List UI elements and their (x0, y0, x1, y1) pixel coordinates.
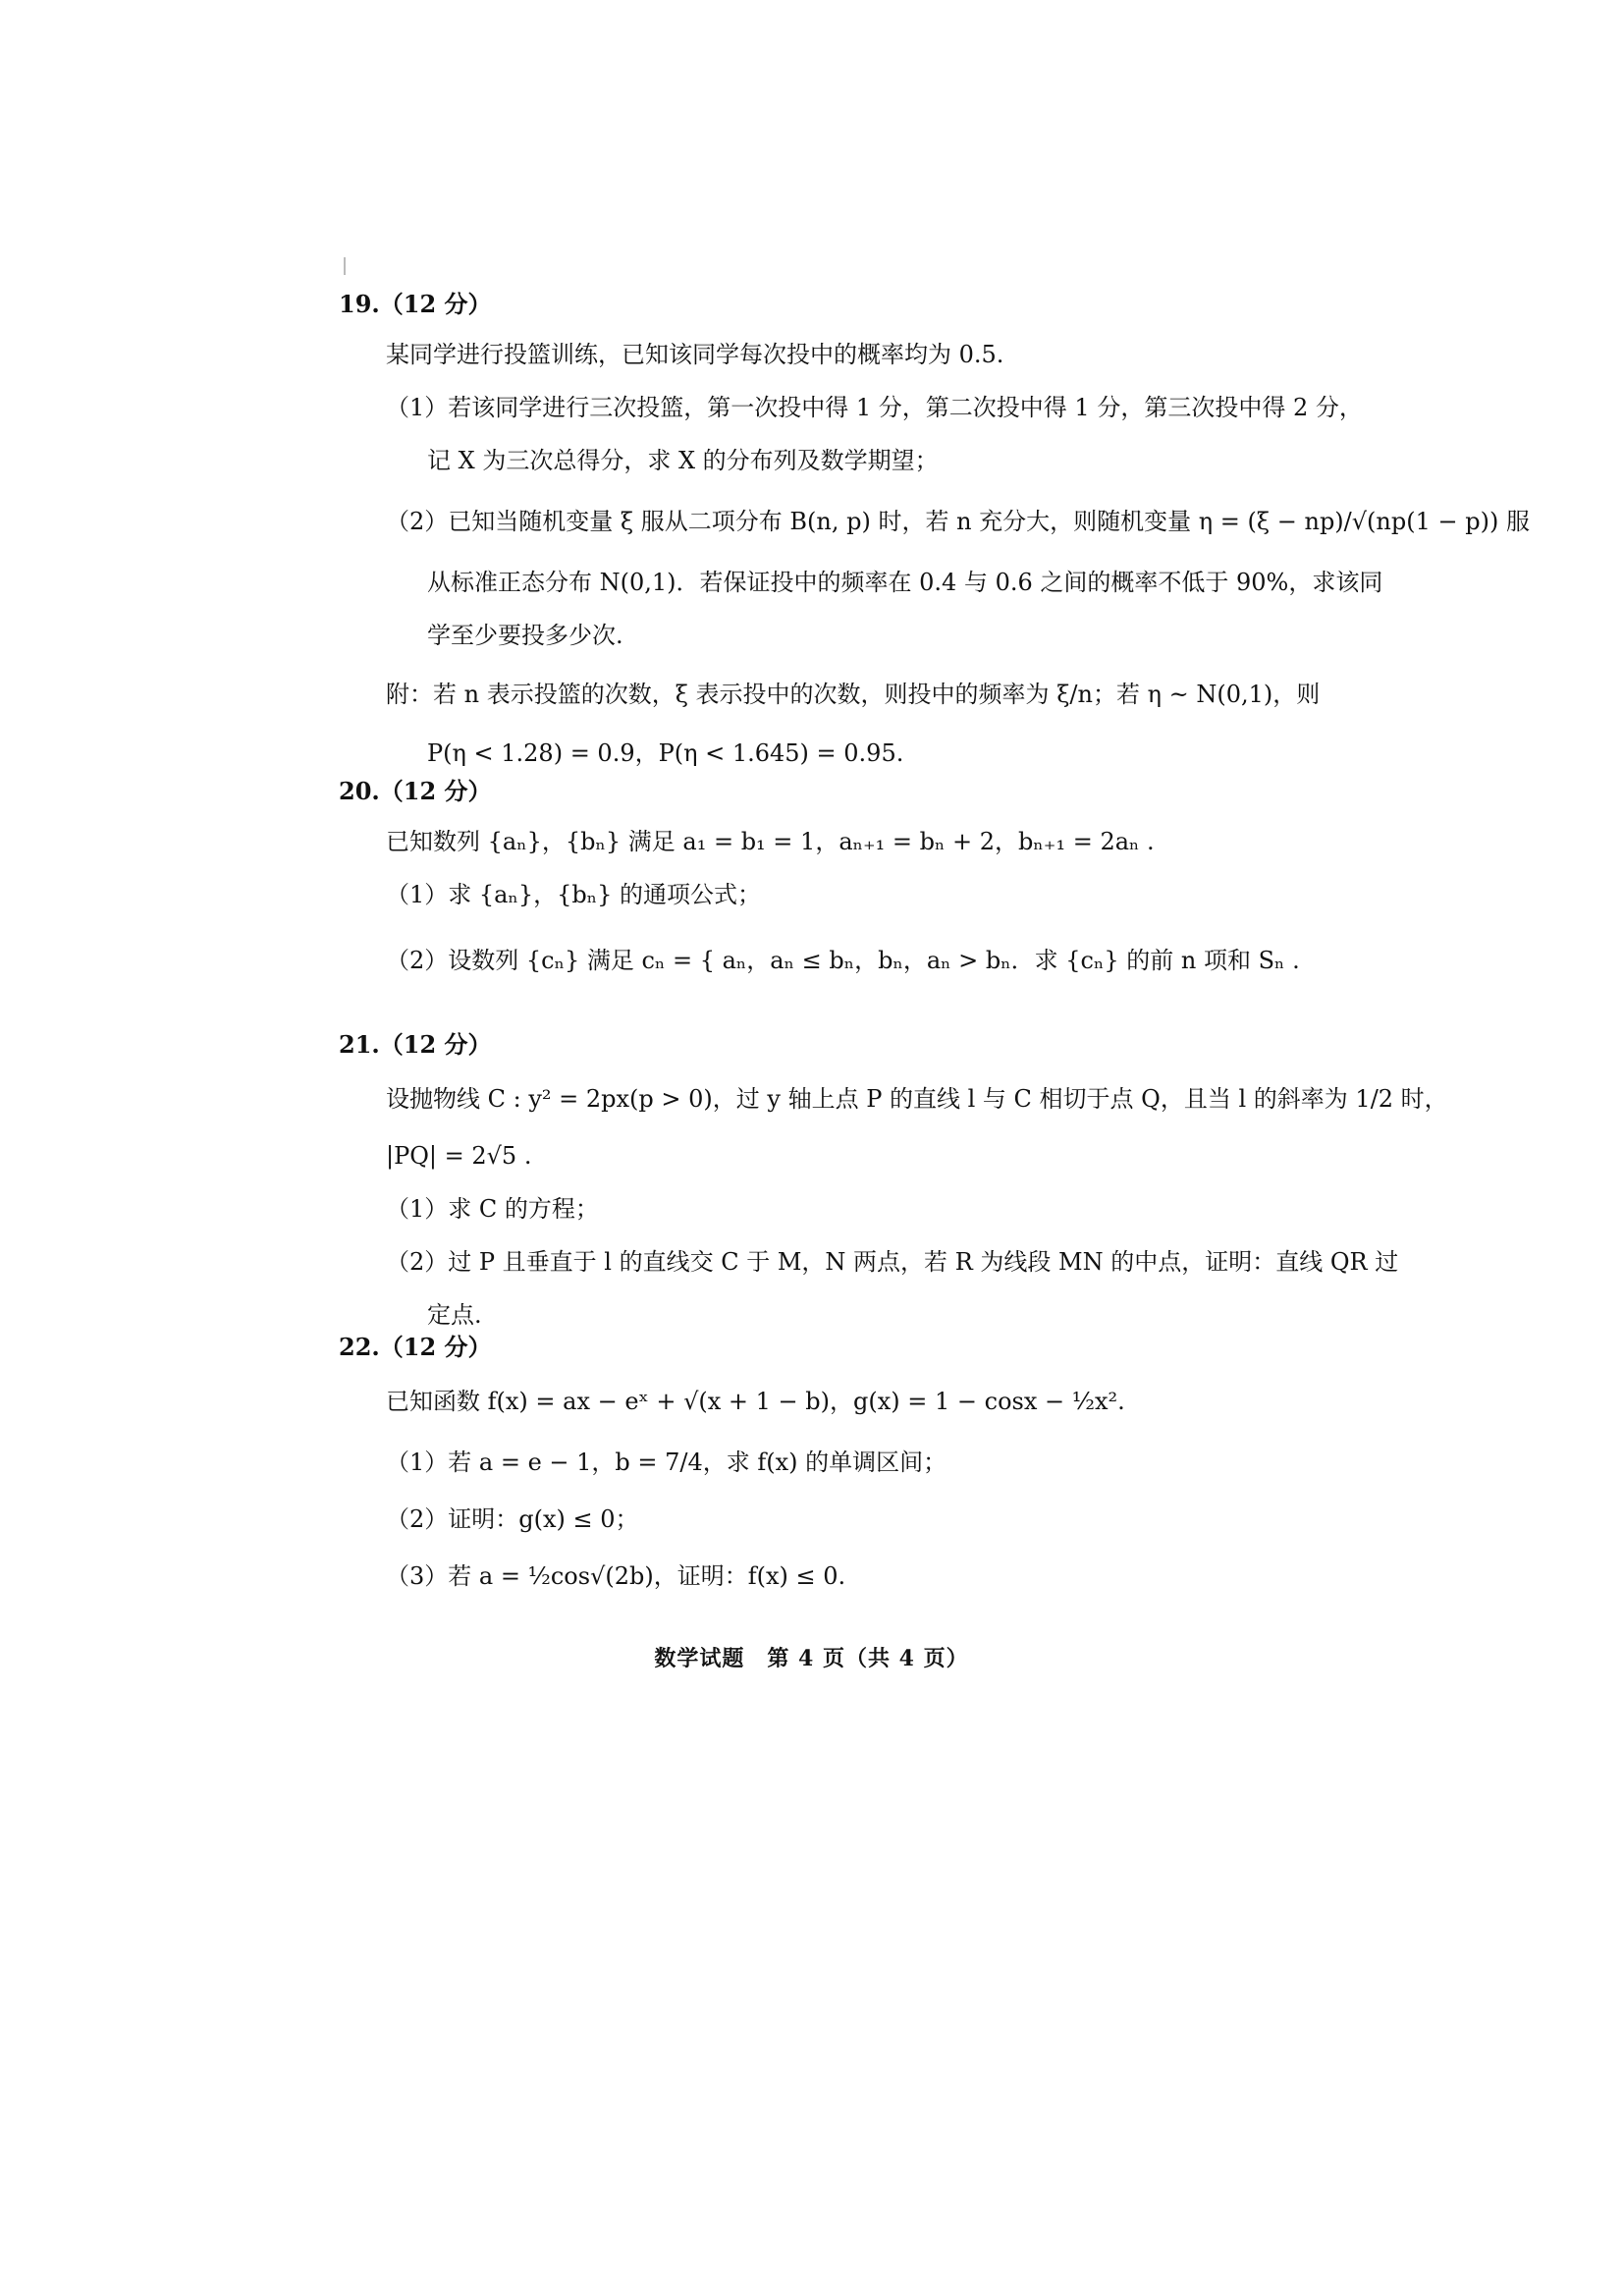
problem-line: 从标准正态分布 N(0,1)．若保证投中的频率在 0.4 与 0.6 之间的概率不低于 90%，求该同 (427, 569, 1383, 596)
problem-line: 记 X 为三次总得分，求 X 的分布列及数学期望； (427, 447, 939, 474)
problem-22 (339, 1324, 1301, 1607)
problem-line: 定点. (427, 1301, 482, 1329)
problem-note: 附：若 n 表示投篮的次数，ξ 表示投中的次数，则投中的频率为 ξ/n；若 η ~ N(0,1)，则 (386, 681, 1321, 708)
page-footer: 数学试题 第 4 页（共 4 页） (654, 1646, 969, 1671)
scan-mark (344, 257, 346, 275)
problem-line: （2）设数列 {cₙ} 满足 cₙ = { aₙ，aₙ ≤ bₙ，bₙ，aₙ > bₙ．求 {cₙ} 的前 n 项和 Sₙ . (386, 947, 1300, 974)
problem-line: （2）已知当随机变量 ξ 服从二项分布 B(n, p) 时，若 n 充分大，则随机变量 η = (ξ − np)/√(np(1 − p)) 服 (386, 508, 1530, 535)
problem-21 (339, 1021, 1448, 1341)
problem-number: 21.（12 分） (339, 1030, 492, 1059)
problem-line: （1）求 C 的方程； (386, 1195, 599, 1223)
problem-number: 20.（12 分） (339, 777, 492, 805)
problem-line: |PQ| = 2√5 . (386, 1142, 532, 1170)
problem-line: 学至少要投多少次. (427, 622, 623, 649)
problem-20 (339, 768, 1301, 1000)
problem-line: （1）求 {aₙ}，{bₙ} 的通项公式； (386, 881, 762, 908)
problem-line: （2）过 P 且垂直于 l 的直线交 C 于 M，N 两点，若 R 为线段 MN 的中点，证明：直线 QR 过 (386, 1248, 1399, 1276)
problem-line: （2）证明：g(x) ≤ 0； (386, 1505, 639, 1533)
problem-19 (339, 281, 1530, 780)
problem-line: 已知数列 {aₙ}，{bₙ} 满足 a₁ = b₁ = 1，aₙ₊₁ = bₙ + 2，bₙ₊₁ = 2aₙ . (386, 828, 1155, 855)
problem-number: 19.（12 分） (339, 290, 492, 318)
problem-line: （1）若 a = e − 1，b = 7/4，求 f(x) 的单调区间； (386, 1449, 947, 1476)
problem-line: （3）若 a = ½cos√(2b)，证明：f(x) ≤ 0. (386, 1562, 846, 1590)
problem-line: 已知函数 f(x) = ax − eˣ + √(x + 1 − b)，g(x) = 1 − cosx − ½x². (386, 1388, 1125, 1415)
problem-note: P(η < 1.28) = 0.9，P(η < 1.645) = 0.95. (427, 739, 904, 767)
problem-line: 设抛物线 C : y² = 2px(p > 0)，过 y 轴上点 P 的直线 l 与 C 相切于点 Q，且当 l 的斜率为 1/2 时， (386, 1085, 1448, 1113)
problem-number: 22.（12 分） (339, 1333, 492, 1361)
problem-line: （1）若该同学进行三次投篮，第一次投中得 1 分，第二次投中得 1 分，第三次投中得 2 分， (386, 394, 1363, 421)
problem-line: 某同学进行投篮训练，已知该同学每次投中的概率均为 0.5. (386, 341, 1004, 368)
